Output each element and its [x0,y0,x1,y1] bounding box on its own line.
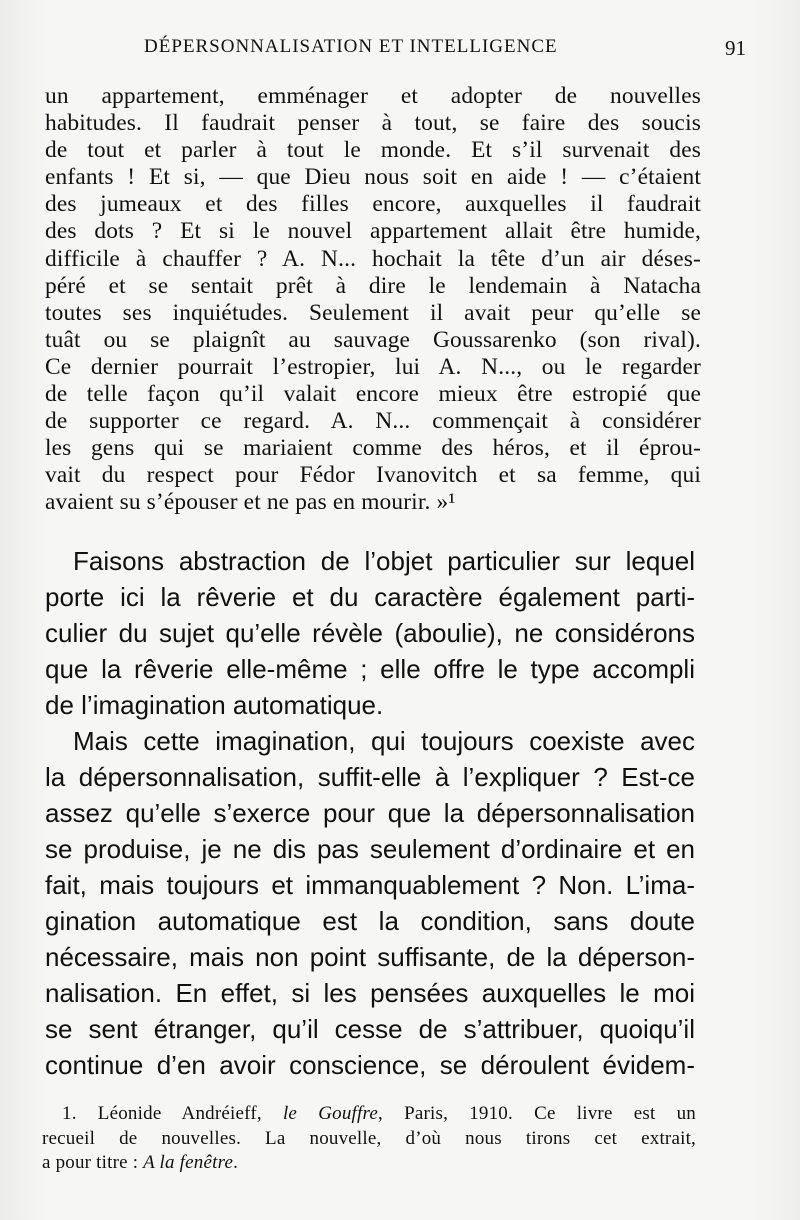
footnote-title: le Gouffre [282,1103,379,1124]
quote-line: vait du respect pour Fédor Ivanovitch et sa femme, qui [45,462,701,489]
paragraph-line: Faisons abstraction de l’objet particulier sur lequel [73,546,695,576]
quote-line: tuât ou se plaignît au sauvage Goussarenko (son rival). [45,326,701,353]
paragraph-line: fait, mais toujours et immanquablement ? Non. L’ima- [45,870,695,900]
paragraph-line: assez qu’elle s’exerce pour que la dépersonnalisation [45,798,695,828]
footnote [42,1102,696,1176]
paragraph-line: nalisation. En effet, si les pensées auxquelles le moi [45,978,695,1008]
page-header [46,36,746,66]
paragraph-line: Mais cette imagination, qui toujours coexiste avec [73,726,695,756]
paragraph-line: culier du sujet qu’elle révèle (aboulie), ne considérons [45,618,695,648]
paragraph-line: que la rêverie elle-même ; elle offre le type accompli [45,654,695,684]
paragraph-line: se produise, je ne dis pas seulement d’ordinaire et en [45,834,695,864]
paragraph-line: porte ici la rêverie et du caractère également parti- [45,582,695,612]
footnote-text: 1. Léonide Andréieff, [62,1103,283,1124]
quote-line: avaient su s’épouser et ne pas en mourir. »¹ [45,489,456,516]
quote-line: les gens qui se mariaient comme des héros, et il éprou- [45,435,701,462]
quote-line: Ce dernier pourrait l’estropier, lui A. N..., ou le regarder [45,353,701,380]
footnote-line [42,1151,696,1176]
quote-line: habitudes. Il faudrait penser à tout, se faire des soucis [45,110,701,137]
quote-line: toutes ses inquiétudes. Seulement il avait peur qu’elle se [45,299,701,326]
quote-line: difficile à chauffer ? A. N... hochait la tête d’un air déses- [45,245,701,272]
quote-line: de telle façon qu’il valait encore mieux être estropié que [45,381,701,408]
footnote-line [42,1102,696,1127]
quote-line: de supporter ce regard. A. N... commençait à considérer [45,408,701,435]
paragraph-line: gination automatique est la condition, sans doute [45,906,695,936]
quote-line: des dots ? Et si le nouvel appartement allait être humide, [45,218,701,245]
paragraph-line: se sent étranger, qu’il cesse de s’attribuer, quoiqu’il [45,1014,695,1044]
paragraph-line: nécessaire, mais non point suffisante, de la déperson- [45,942,695,972]
quoted-passage [45,83,701,517]
footnote-line: recueil de nouvelles. La nouvelle, d’où nous tirons cet extrait, [42,1127,696,1149]
quote-line: enfants ! Et si, — que Dieu nous soit en aide ! — c’étaient [45,164,701,191]
paragraph-line: de l’imagination automatique. [45,690,384,720]
footnote-text: , Paris, 1910. Ce livre est un [378,1103,696,1124]
quote-line: des jumeaux et des filles encore, auxquelles il faudrait [45,191,701,218]
footnote-text: a pour titre : [42,1152,144,1173]
paragraph-line: continue d’en avoir conscience, se déroulent évidem- [45,1050,695,1080]
quote-line: un appartement, emménager et adopter de nouvelles [45,83,701,109]
paragraph-line: la dépersonnalisation, suffit-elle à l’expliquer ? Est-ce [45,762,695,792]
body-text [45,543,695,1083]
running-title: DÉPERSONNALISATION ET INTELLIGENCE [144,36,558,57]
footnote-text: . [233,1152,239,1173]
quote-line: péré et se sentait prêt à dire le lendemain à Natacha [45,272,701,299]
footnote-title: A la fenêtre [143,1152,234,1173]
quote-line: de tout et parler à tout le monde. Et s’il survenait des [45,137,701,164]
page-number: 91 [725,36,746,60]
